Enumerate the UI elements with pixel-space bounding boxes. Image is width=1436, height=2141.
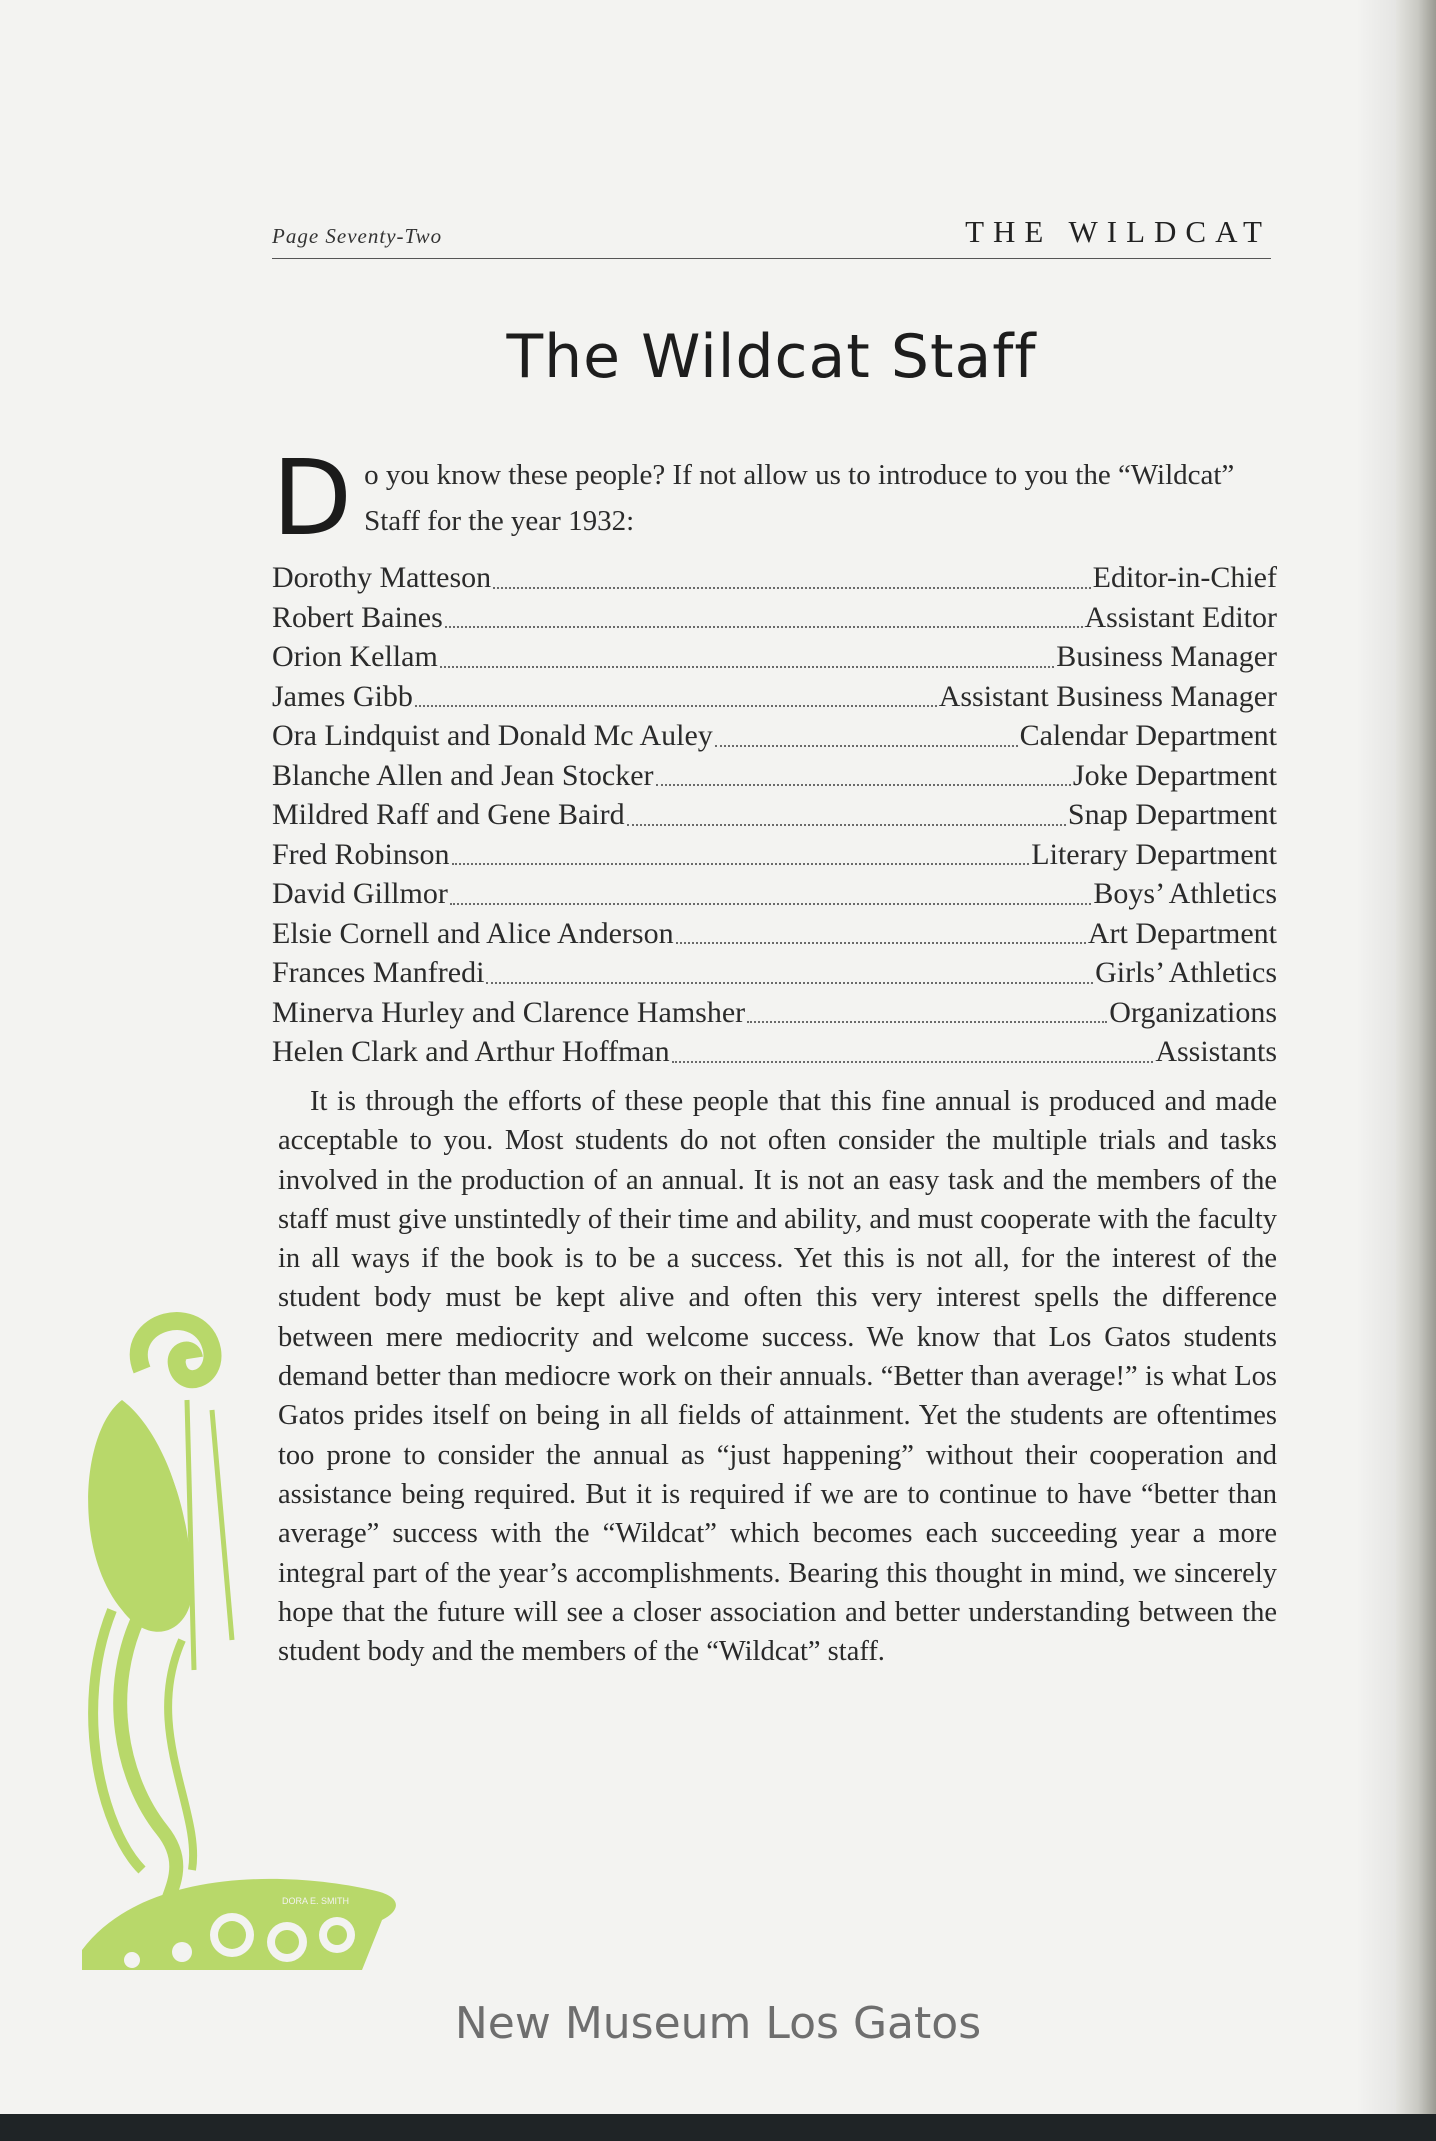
staff-name: Dorothy Matteson xyxy=(272,561,492,594)
staff-role: Snap Department xyxy=(1067,798,1277,831)
staff-role: Business Manager xyxy=(1056,640,1277,673)
staff-name: Elsie Cornell and Alice Anderson xyxy=(272,916,674,950)
staff-name: Orion Kellam xyxy=(272,640,438,673)
staff-row xyxy=(272,914,1277,954)
staff-name: Mildred Raff and Gene Baird xyxy=(272,798,625,831)
staff-row xyxy=(272,637,1277,677)
ornament-signature: DORA E. SMITH xyxy=(282,1896,350,1906)
dot-leader xyxy=(450,903,1092,905)
staff-role: Organizations xyxy=(1109,995,1277,1029)
staff-role: Girls’ Athletics xyxy=(1095,956,1277,989)
book-cover-edge xyxy=(0,2114,1436,2141)
staff-list xyxy=(272,558,1277,1072)
staff-role: Assistant Business Manager xyxy=(938,679,1277,713)
staff-row xyxy=(272,756,1277,796)
staff-row xyxy=(272,795,1277,835)
page-gutter-shadow xyxy=(1356,0,1396,2141)
staff-name: David Gillmor xyxy=(272,877,448,910)
staff-role: Calendar Department xyxy=(1019,719,1277,752)
watermark: New Museum Los Gatos xyxy=(454,1998,982,2049)
staff-name: James Gibb xyxy=(272,679,413,713)
dot-leader xyxy=(415,705,937,707)
dot-leader xyxy=(627,824,1066,826)
dot-leader xyxy=(440,666,1054,668)
staff-row xyxy=(272,558,1277,598)
staff-name: Fred Robinson xyxy=(272,837,450,871)
dot-leader xyxy=(486,982,1093,984)
staff-row xyxy=(272,835,1277,875)
staff-role: Art Department xyxy=(1087,916,1277,950)
staff-row xyxy=(272,953,1277,993)
staff-role: Literary Department xyxy=(1031,837,1277,871)
dot-leader xyxy=(747,1021,1107,1023)
staff-row xyxy=(272,598,1277,638)
intro-text: o you know these people? If not allow us to introduce to you the “Wildcat” Staff for the year 1932: xyxy=(364,459,1235,537)
floral-ornament-illustration xyxy=(82,1310,502,1990)
dot-leader xyxy=(445,626,1083,628)
staff-row xyxy=(272,993,1277,1033)
staff-row xyxy=(272,874,1277,914)
staff-name: Ora Lindquist and Donald Mc Auley xyxy=(272,719,713,752)
staff-name: Frances Manfredi xyxy=(272,956,485,989)
dot-leader xyxy=(676,942,1086,944)
staff-name: Robert Baines xyxy=(272,600,443,634)
staff-name: Minerva Hurley and Clarence Hamsher xyxy=(272,995,746,1029)
running-title: THE WILDCAT xyxy=(965,214,1271,249)
staff-role: Editor-in-Chief xyxy=(1092,561,1277,594)
dot-leader xyxy=(493,587,1091,589)
dot-leader xyxy=(452,863,1030,865)
staff-name: Helen Clark and Arthur Hoffman xyxy=(272,1035,670,1068)
drop-cap: D xyxy=(272,437,353,559)
staff-row xyxy=(272,677,1277,717)
page-title: The Wildcat Staff xyxy=(506,322,1037,392)
staff-role: Assistants xyxy=(1155,1035,1277,1068)
page-number: Page Seventy-Two xyxy=(272,224,443,248)
page-edge xyxy=(1396,0,1436,2141)
staff-name: Blanche Allen and Jean Stocker xyxy=(272,758,654,792)
staff-row xyxy=(272,716,1277,756)
intro-paragraph xyxy=(272,437,1275,559)
staff-role: Joke Department xyxy=(1072,758,1277,792)
dot-leader xyxy=(656,784,1071,786)
staff-role: Boys’ Athletics xyxy=(1093,877,1277,910)
dot-leader xyxy=(672,1061,1154,1063)
staff-role: Assistant Editor xyxy=(1084,600,1277,634)
page-header xyxy=(272,212,1271,259)
staff-row xyxy=(272,1032,1277,1072)
body-paragraph: It is through the efforts of these people that this fine annual is produced and made acceptable to you. Most students do not often consider the multiple trials and tasks involved in the production of an annual. It is not an easy task and the members of the staff must give unstintedly of their time and ability, and must cooperate with the faculty in all ways if the book is to be a success. Yet this is not all, for the interest of the student body must be kept alive and often this very interest spells the difference between mere mediocrity and welcome success. We know that Los Gatos students demand better than mediocre work on their annuals. “Better than average!” is what Los Gatos prides itself on being in all fields of attainment. Yet the students are oftentimes too prone to consider the annual as “just happening” without their cooperation and assistance being required. But it is required if we are to continue to have “better than average” success with the “Wildcat” which becomes each succeeding year a more integral part of the year’s accomplishments. Bearing this thought in mind, we sincerely hope that the future will see a closer association and better understanding between the student body and the members of the “Wildcat” staff. xyxy=(278,1086,1277,1668)
dot-leader xyxy=(715,745,1018,747)
